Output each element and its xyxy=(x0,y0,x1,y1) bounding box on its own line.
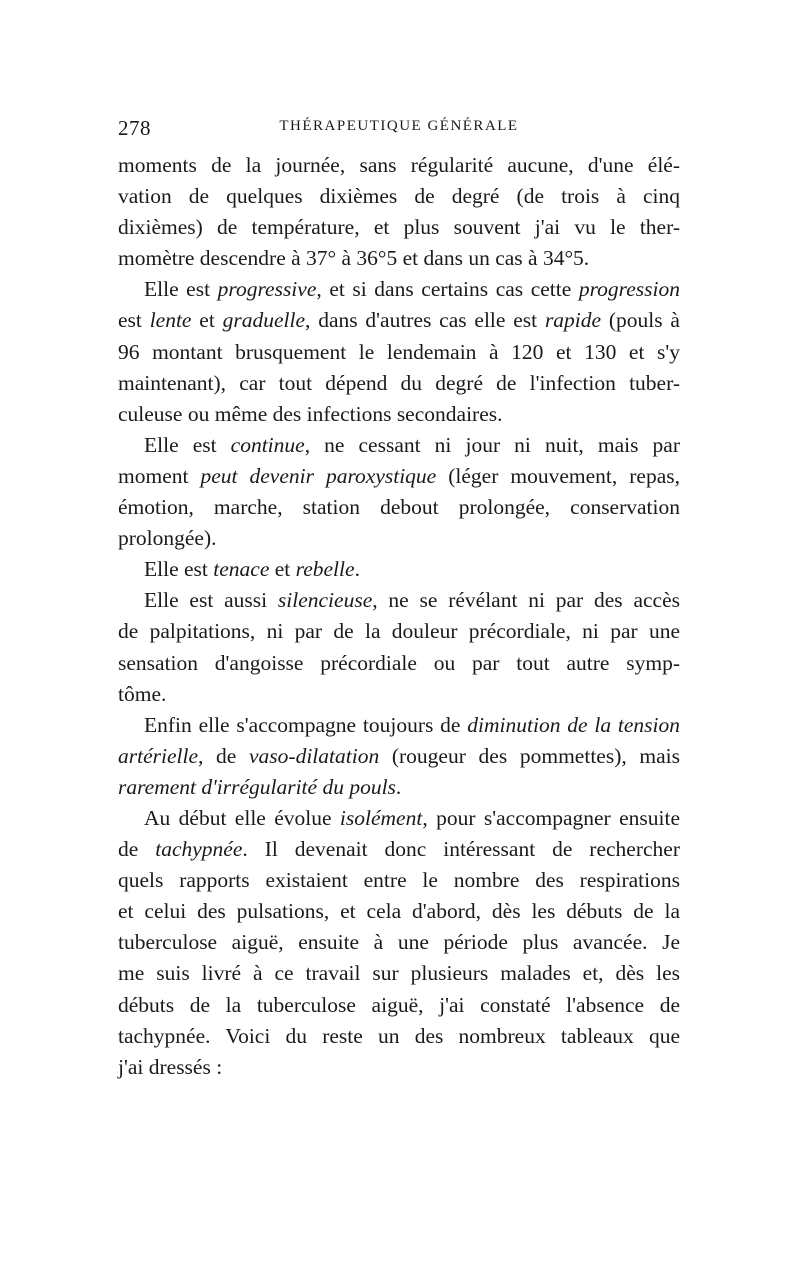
text-line: Elle est continue, ne cessant ni jour ni nuit, mais par xyxy=(144,432,680,457)
text-line: et celui des pulsations, et cela d'abord, dès les débuts de la xyxy=(118,899,680,924)
text-line: dixièmes) de température, et plus souvent j'ai vu le ther- xyxy=(118,215,680,240)
text-line: Elle est aussi silencieuse, ne se révélant ni par des accès xyxy=(144,588,680,613)
text-line: émotion, marche, station debout prolongée, conservation xyxy=(118,495,680,520)
body-text xyxy=(118,150,680,1083)
text-line: 96 montant brusquement le lendemain à 120 et 130 et s'y xyxy=(118,339,680,364)
text-line: tuberculose aiguë, ensuite à une période plus avancée. Je xyxy=(118,930,680,955)
text-line: culeuse ou même des infections secondaires. xyxy=(118,401,503,426)
text-line: tôme. xyxy=(118,681,167,706)
text-line: moments de la journée, sans régularité aucune, d'une élé- xyxy=(118,153,680,177)
text-line: de palpitations, ni par de la douleur précordiale, ni par une xyxy=(118,619,680,644)
text-line: débuts de la tuberculose aiguë, j'ai constaté l'absence de xyxy=(118,992,680,1017)
text-line: rarement d'irrégularité du pouls. xyxy=(118,774,402,799)
text-line: moment peut devenir paroxystique (léger mouvement, repas, xyxy=(118,463,680,488)
text-line: est lente et graduelle, dans d'autres cas elle est rapide (pouls à xyxy=(118,308,680,333)
text-line: artérielle, de vaso-dilatation (rougeur des pommettes), mais xyxy=(118,743,681,768)
text-line: Elle est tenace et rebelle. xyxy=(144,557,360,582)
text-line: sensation d'angoisse précordiale ou par tout autre symp- xyxy=(118,650,680,675)
text-line: Enfin elle s'accompagne toujours de diminution de la tension xyxy=(144,712,680,737)
text-line: me suis livré à ce travail sur plusieurs malades et, dès les xyxy=(118,961,680,986)
text-line: Au début elle évolue isolément, pour s'accompagner ensuite xyxy=(144,805,680,830)
text-line: Elle est progressive, et si dans certains cas cette progression xyxy=(144,277,680,302)
page-number: 278 xyxy=(118,116,151,140)
text-line: quels rapports existaient entre le nombre des respirations xyxy=(118,868,680,893)
running-title: THÉRAPEUTIQUE GÉNÉRALE xyxy=(279,118,519,134)
text-line: vation de quelques dixièmes de degré (de trois à cinq xyxy=(118,184,680,209)
text-line: prolongée). xyxy=(118,526,217,551)
text-line: de tachypnée. Il devenait donc intéressant de rechercher xyxy=(118,837,681,862)
text-line: momètre descendre à 37° à 36°5 et dans un cas à 34°5. xyxy=(118,246,590,271)
text-line: tachypnée. Voici du reste un des nombreux tableaux que xyxy=(118,1023,680,1048)
text-line: j'ai dressés : xyxy=(118,1054,223,1079)
page-header xyxy=(118,116,680,142)
text-line: maintenant), car tout dépend du degré de l'infection tuber- xyxy=(118,370,680,395)
